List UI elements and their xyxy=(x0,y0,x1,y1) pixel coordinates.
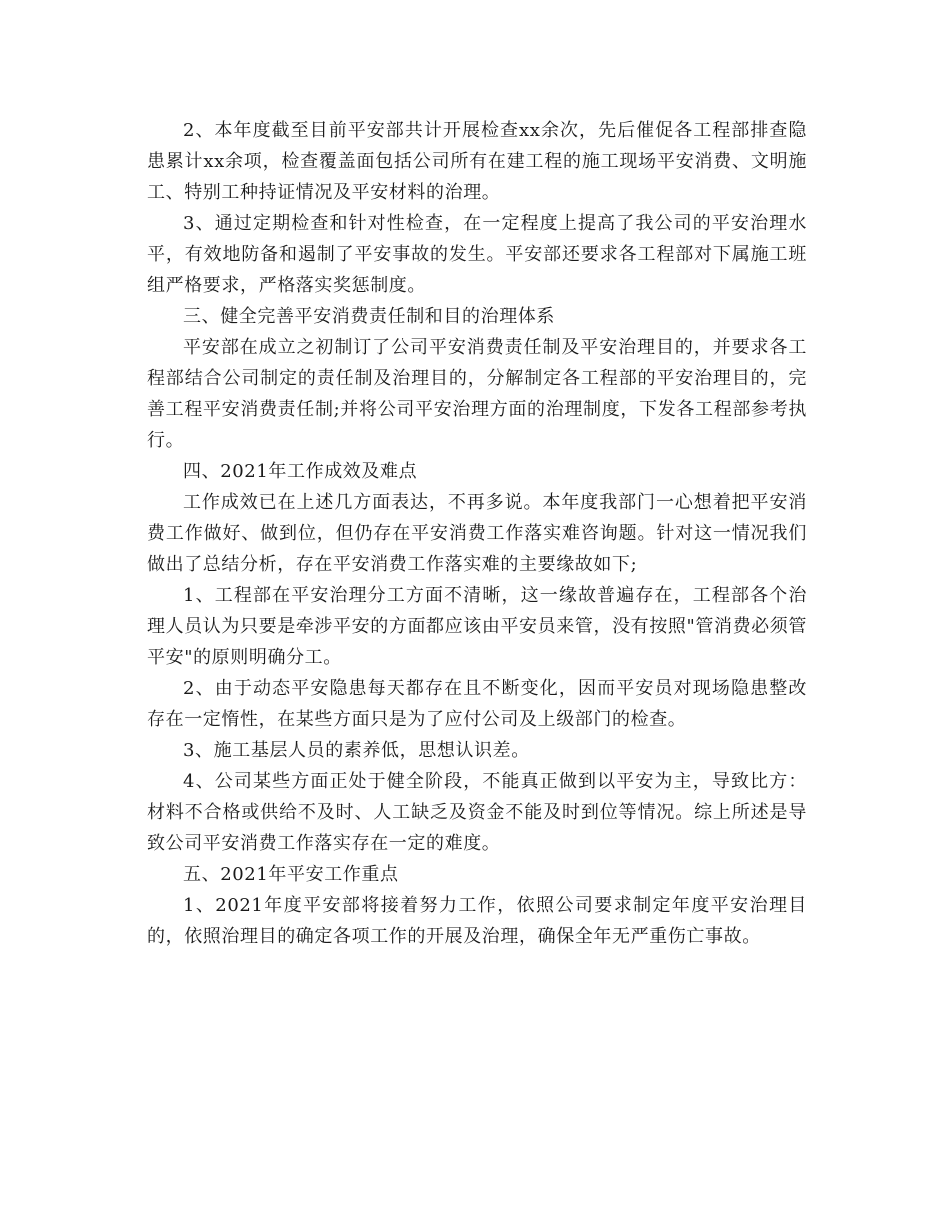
paragraph-achievements: 工作成效已在上述几方面表达，不再多说。本年度我部门一心想着把平安消费工作做好、做到位，但仍存在平安消费工作落实难咨询题。针对这一情况我们做出了总结分析，存在平安消费工作落实难的主要缘故如下; xyxy=(147,492,807,575)
section-heading-5: 五、2021年平安工作重点 xyxy=(183,864,399,885)
paragraph-periodic-inspection: 3、通过定期检查和针对性检查，在一定程度上提高了我公司的平安治理水平，有效地防备和遏制了平安事故的发生。平安部还要求各工程部对下属施工班组严格要求，严格落实奖惩制度。 xyxy=(147,213,807,296)
paragraph-difficulty-3: 3、施工基层人员的素养低，思想认识差。 xyxy=(183,740,530,761)
paragraph-responsibility-system: 平安部在成立之初制订了公司平安消费责任制及平安治理目的，并要求各工程部结合公司制定的责任制及治理目的，分解制定各工程部的平安治理目的，完善工程平安消费责任制;并将公司平安治理方面的治理制度，下发各工程部参考执行。 xyxy=(147,337,807,451)
section-heading-3: 三、健全完善平安消费责任制和目的治理体系 xyxy=(183,306,555,327)
paragraph-difficulty-2: 2、由于动态平安隐患每天都存在且不断变化，因而平安员对现场隐患整改存在一定惰性，在某些方面只是为了应付公司及上级部门的检查。 xyxy=(147,678,807,730)
paragraph-difficulty-4: 4、公司某些方面正处于健全阶段，不能真正做到以平安为主，导致比方：材料不合格或供给不及时、人工缺乏及资金不能及时到位等情况。综上所述是导致公司平安消费工作落实存在一定的难度。 xyxy=(147,771,807,854)
section-heading-4: 四、2021年工作成效及难点 xyxy=(183,461,418,482)
paragraph-focus-1: 1、2021年度平安部将接着努力工作，依照公司要求制定年度平安治理目的，依照治理目的确定各项工作的开展及治理，确保全年无严重伤亡事故。 xyxy=(147,895,807,947)
paragraph-inspection-count: 2、本年度截至目前平安部共计开展检查xx余次，先后催促各工程部排查隐患累计xx余项，检查覆盖面包括公司所有在建工程的施工现场平安消费、文明施工、特别工种持证情况及平安材料的治理。 xyxy=(147,120,807,203)
document-body xyxy=(147,115,807,952)
paragraph-difficulty-1: 1、工程部在平安治理分工方面不清晰，这一缘故普遍存在，工程部各个治理人员认为只要是牵涉平安的方面都应该由平安员来管，没有按照"管消费必须管平安"的原则明确分工。 xyxy=(147,585,807,668)
